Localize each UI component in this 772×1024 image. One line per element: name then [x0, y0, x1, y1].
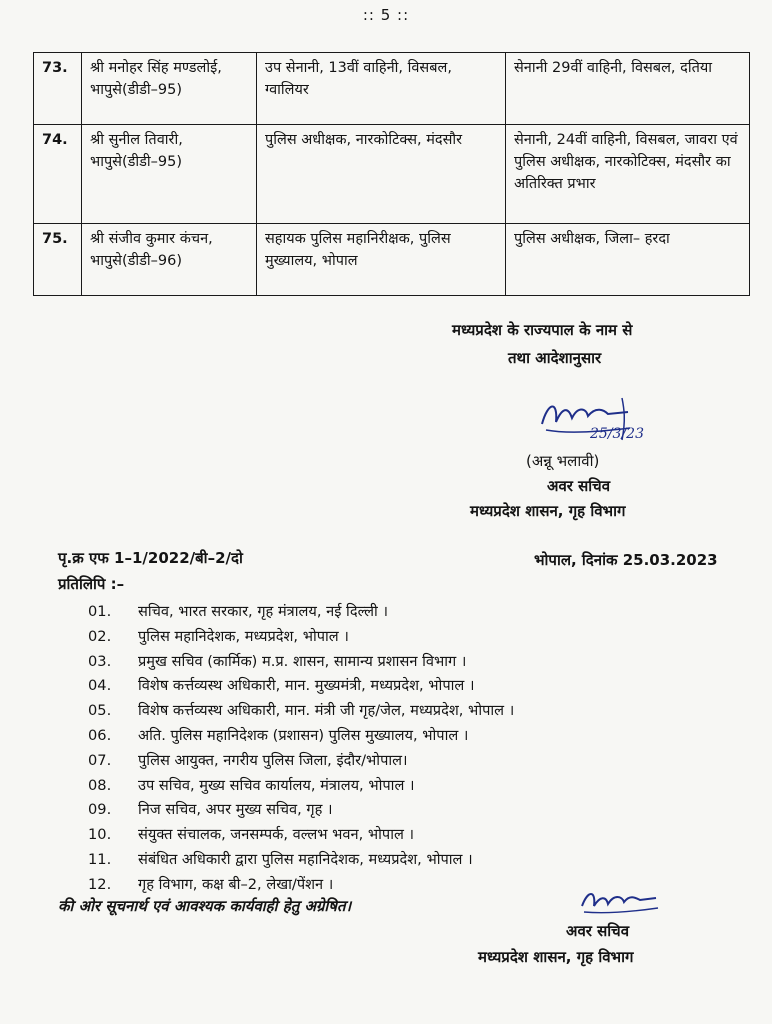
- item-text: संबंधित अधिकारी द्वारा पुलिस महानिदेशक, मध्यप्रदेश, भोपाल ।: [138, 850, 473, 868]
- list-item: [88, 699, 738, 724]
- list-item: [88, 774, 738, 799]
- list-item: [88, 600, 738, 625]
- table-row: [34, 125, 750, 224]
- endorsement-designation: अवर सचिव: [566, 922, 630, 940]
- posting-table: [33, 52, 750, 296]
- signature-date: 25/3/23: [590, 426, 644, 442]
- item-text: प्रमुख सचिव (कार्मिक) म.प्र. शासन, सामान्य प्रशासन विभाग ।: [138, 652, 467, 670]
- order-line-1: मध्यप्रदेश के राज्यपाल के नाम से: [452, 321, 633, 339]
- item-text: पुलिस महानिदेशक, मध्यप्रदेश, भोपाल ।: [138, 627, 349, 645]
- list-item: [88, 798, 738, 823]
- table-row: [34, 53, 750, 125]
- order-line-2: तथा आदेशानुसार: [508, 349, 602, 367]
- new-posting: सेनानी, 24वीं वाहिनी, विसबल, जावरा एवं पुलिस अधीक्षक, नारकोटिक्स, मंदसौर का अतिरिक्त प्रभार: [506, 125, 750, 224]
- signature-mark: [538, 392, 668, 452]
- item-index: 08.: [88, 776, 112, 794]
- row-number: 73.: [34, 53, 82, 125]
- reference-number: पृ.क्र एफ 1–1/2022/बी–2/दो: [58, 549, 243, 567]
- list-item: [88, 650, 738, 675]
- signatory-designation: अवर सचिव: [547, 477, 611, 495]
- list-item: [88, 823, 738, 848]
- page-number: :: 5 ::: [362, 6, 410, 24]
- item-text: विशेष कर्त्तव्यस्थ अधिकारी, मान. मुख्यमंत्री, मध्यप्रदेश, भोपाल ।: [138, 677, 475, 695]
- item-index: 06.: [88, 726, 112, 744]
- item-text: निज सचिव, अपर मुख्य सचिव, गृह ।: [138, 801, 333, 819]
- current-posting: उप सेनानी, 13वीं वाहिनी, विसबल, ग्वालियर: [257, 53, 506, 125]
- item-text: उप सचिव, मुख्य सचिव कार्यालय, मंत्रालय, भोपाल ।: [138, 776, 415, 794]
- list-item: [88, 724, 738, 749]
- item-text: संयुक्त संचालक, जनसम्पर्क, वल्लभ भवन, भोपाल ।: [138, 826, 415, 844]
- item-index: 09.: [88, 801, 112, 819]
- item-index: 10.: [88, 826, 112, 844]
- list-item: [88, 749, 738, 774]
- endorsement-signature: [578, 886, 668, 922]
- new-posting: सेनानी 29वीं वाहिनी, विसबल, दतिया: [506, 53, 750, 125]
- signature-mark: [578, 886, 668, 922]
- signatory-name: (अन्नू भलावी): [526, 452, 600, 470]
- item-text: अति. पुलिस महानिदेशक (प्रशासन) पुलिस मुख्यालय, भोपाल ।: [138, 726, 469, 744]
- item-index: 04.: [88, 677, 112, 695]
- list-item: [88, 674, 738, 699]
- new-posting: पुलिस अधीक्षक, जिला– हरदा: [506, 224, 750, 296]
- officer-name: श्री सुनील तिवारी, भापुसे(डीडी–95): [82, 125, 257, 224]
- table-row: [34, 224, 750, 296]
- item-index: 12.: [88, 875, 112, 893]
- item-index: 11.: [88, 850, 112, 868]
- row-number: 75.: [34, 224, 82, 296]
- endorsement-department: मध्यप्रदेश शासन, गृह विभाग: [478, 948, 634, 966]
- current-posting: सहायक पुलिस महानिरीक्षक, पुलिस मुख्यालय, भोपाल: [257, 224, 506, 296]
- forwarding-note: की ओर सूचनार्थ एवं आवश्यक कार्यवाही हेतु अग्रेषित।: [58, 897, 352, 915]
- copy-label: प्रतिलिपि :–: [58, 575, 125, 593]
- row-number: 74.: [34, 125, 82, 224]
- item-text: विशेष कर्त्तव्यस्थ अधिकारी, मान. मंत्री जी गृह/जेल, मध्यप्रदेश, भोपाल ।: [138, 702, 515, 720]
- item-index: 03.: [88, 652, 112, 670]
- signature: [538, 392, 668, 452]
- item-index: 01.: [88, 603, 112, 620]
- signatory-department: मध्यप्रदेश शासन, गृह विभाग: [470, 502, 626, 520]
- item-index: 07.: [88, 751, 112, 769]
- item-text: सचिव, भारत सरकार, गृह मंत्रालय, नई दिल्ली ।: [138, 603, 389, 620]
- current-posting: पुलिस अधीक्षक, नारकोटिक्स, मंदसौर: [257, 125, 506, 224]
- list-item: [88, 625, 738, 650]
- item-text: पुलिस आयुक्त, नगरीय पुलिस जिला, इंदौर/भोपाल।: [138, 751, 408, 769]
- recipient-list: [88, 600, 738, 898]
- officer-name: श्री मनोहर सिंह मण्डलोई, भापुसे(डीडी–95): [82, 53, 257, 125]
- list-item: [88, 848, 738, 873]
- officer-name: श्री संजीव कुमार कंचन, भापुसे(डीडी–96): [82, 224, 257, 296]
- item-index: 05.: [88, 702, 112, 720]
- item-text: गृह विभाग, कक्ष बी–2, लेखा/पेंशन ।: [138, 875, 334, 893]
- item-index: 02.: [88, 627, 112, 645]
- place-date: भोपाल, दिनांक 25.03.2023: [534, 551, 718, 569]
